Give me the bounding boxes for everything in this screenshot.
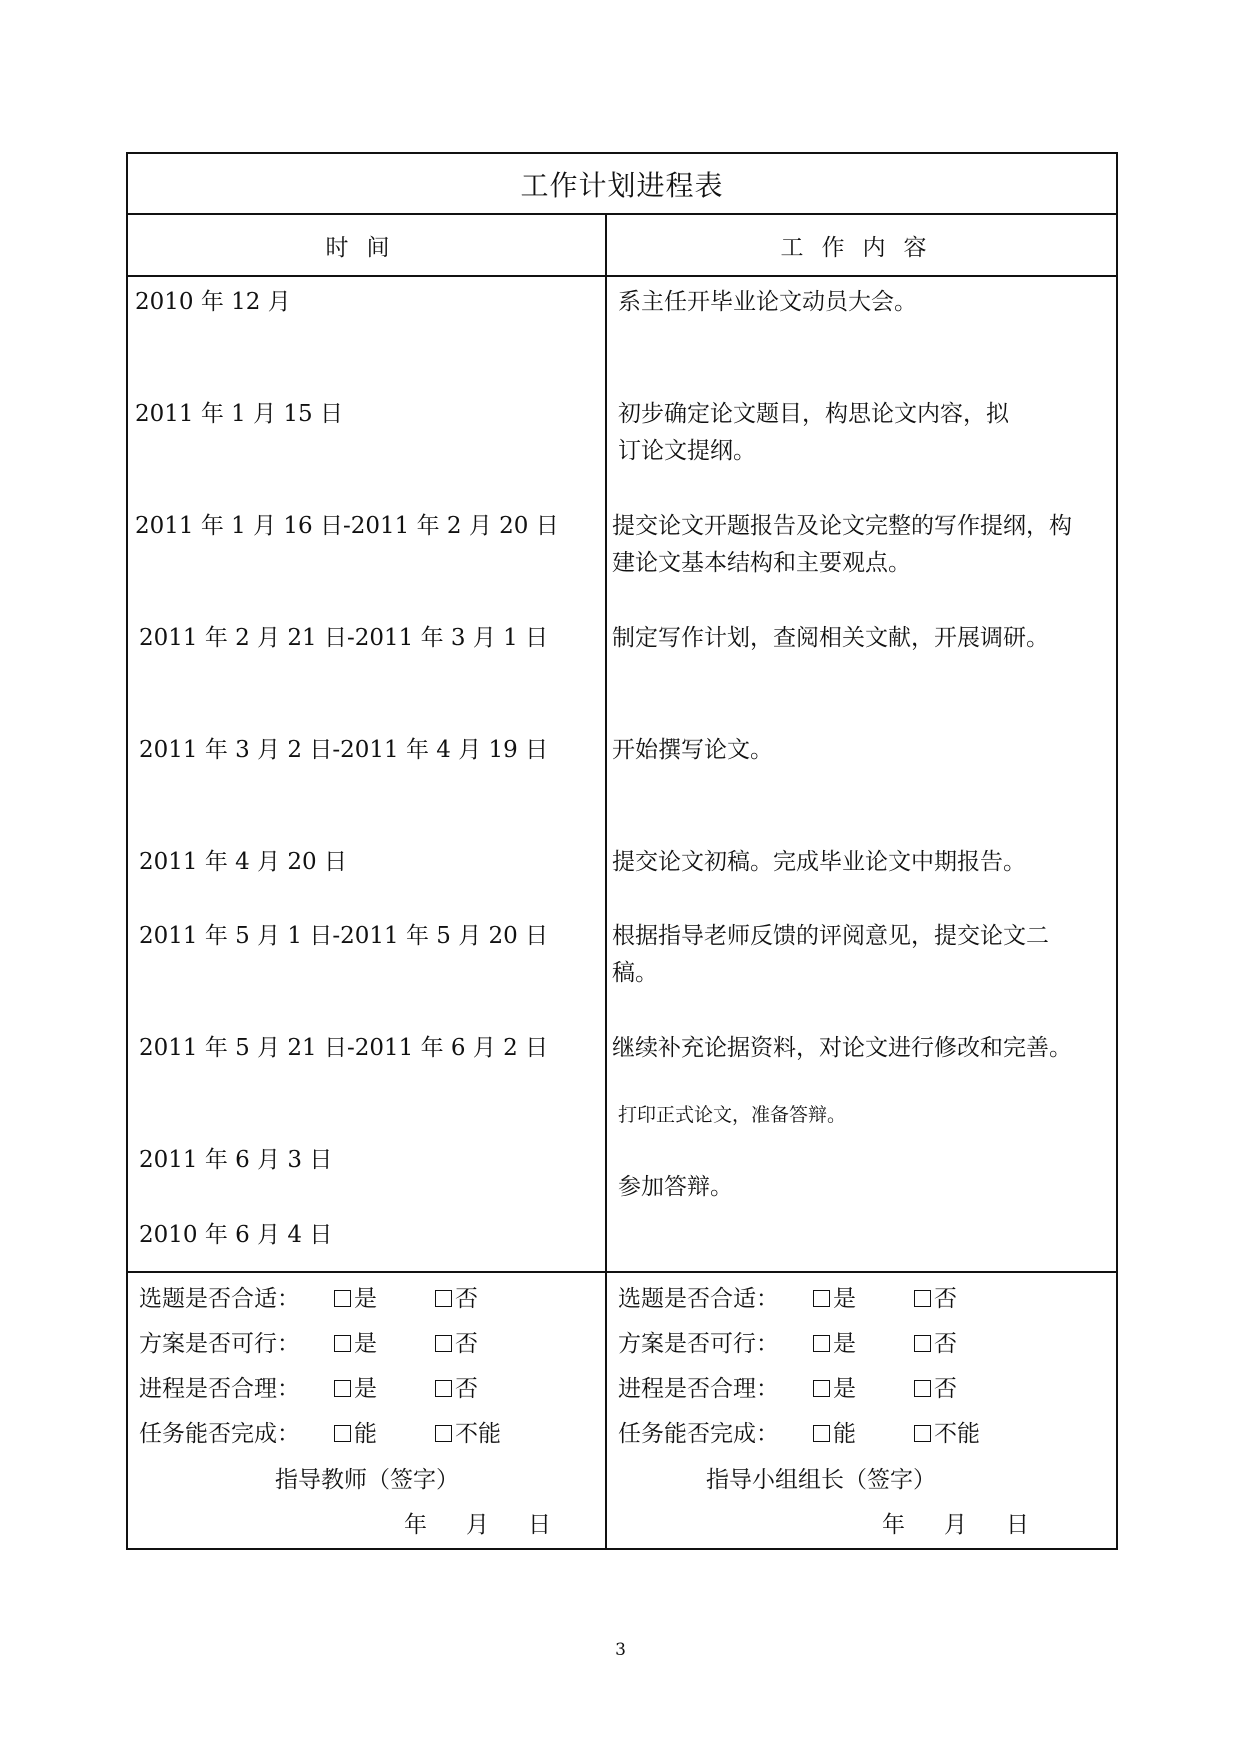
row-3-content: 提交论文开题报告及论文完整的写作提纲，构建论文基本结构和主要观点。: [612, 513, 1072, 576]
row-1-time: 2010 年 12 月: [135, 289, 291, 315]
left-date-year: 年: [404, 1512, 427, 1538]
question-label: 方案是否可行：: [139, 1331, 300, 1357]
checkbox-icon[interactable]: [435, 1380, 452, 1397]
checkbox-icon[interactable]: [813, 1425, 830, 1442]
question-label: 进程是否合理：: [139, 1376, 300, 1402]
cannot-option[interactable]: 不能: [914, 1419, 980, 1449]
right-question-plan: [618, 1329, 957, 1359]
row-8-content: 继续补充论据资料，对论文进行修改和完善。: [612, 1035, 1072, 1061]
right-question-task: [618, 1419, 980, 1449]
left-signer-label: 指导教师（签字）: [275, 1467, 459, 1493]
row-5-content: 开始撰写论文。: [612, 737, 773, 763]
checkbox-icon[interactable]: [813, 1290, 830, 1307]
yes-option[interactable]: 是: [813, 1284, 856, 1314]
checkbox-icon[interactable]: [914, 1425, 931, 1442]
right-signer-label: 指导小组组长（签字）: [706, 1467, 936, 1493]
checkbox-icon[interactable]: [334, 1290, 351, 1307]
question-label: 选题是否合适：: [139, 1286, 300, 1312]
left-question-progress: [139, 1374, 478, 1404]
page-number: 3: [615, 1640, 626, 1660]
checkbox-icon[interactable]: [334, 1425, 351, 1442]
checkbox-icon[interactable]: [914, 1290, 931, 1307]
row-5-time: 2011 年 3 月 2 日-2011 年 4 月 19 日: [139, 737, 549, 763]
left-question-topic: [139, 1284, 478, 1314]
row-7-time: 2011 年 5 月 1 日-2011 年 5 月 20 日: [139, 923, 549, 949]
row-1-content: 系主任开毕业论文动员大会。: [618, 289, 917, 315]
no-option[interactable]: 否: [914, 1284, 957, 1314]
no-option[interactable]: 否: [914, 1329, 957, 1359]
right-question-progress: [618, 1374, 957, 1404]
plan-table: [126, 152, 1118, 1550]
row-4-time: 2011 年 2 月 21 日-2011 年 3 月 1 日: [139, 625, 549, 651]
row-4-content: 制定写作计划，查阅相关文献，开展调研。: [612, 625, 1049, 651]
checkbox-icon[interactable]: [435, 1335, 452, 1352]
right-date-month: 月: [944, 1512, 967, 1538]
left-date-month: 月: [466, 1512, 489, 1538]
checkbox-icon[interactable]: [813, 1380, 830, 1397]
checkbox-icon[interactable]: [435, 1290, 452, 1307]
row-8-time: 2011 年 5 月 21 日-2011 年 6 月 2 日: [139, 1035, 549, 1061]
row-11-time: 2010 年 6 月 4 日: [139, 1222, 333, 1248]
yes-option[interactable]: 是: [334, 1284, 377, 1314]
question-label: 任务能否完成：: [618, 1421, 779, 1447]
checkbox-icon[interactable]: [914, 1335, 931, 1352]
no-option[interactable]: 否: [914, 1374, 957, 1404]
checkbox-icon[interactable]: [914, 1380, 931, 1397]
row-3-time: 2011 年 1 月 16 日-2011 年 2 月 20 日: [135, 513, 559, 539]
right-date-year: 年: [882, 1512, 905, 1538]
review-divider: [128, 1271, 1116, 1273]
row-9-content: 打印正式论文，准备答辩。: [618, 1104, 847, 1126]
no-option[interactable]: 否: [435, 1284, 478, 1314]
yes-option[interactable]: 是: [334, 1374, 377, 1404]
header-time: 时间: [325, 235, 408, 261]
column-divider: [605, 215, 607, 1550]
no-option[interactable]: 否: [435, 1329, 478, 1359]
row-2-time: 2011 年 1 月 15 日: [135, 401, 343, 427]
header-divider: [128, 275, 1116, 277]
checkbox-icon[interactable]: [813, 1335, 830, 1352]
row-6-content: 提交论文初稿。完成毕业论文中期报告。: [612, 849, 1026, 875]
question-label: 进程是否合理：: [618, 1376, 779, 1402]
row-10-content: 参加答辩。: [618, 1174, 733, 1200]
right-question-topic: [618, 1284, 957, 1314]
question-label: 选题是否合适：: [618, 1286, 779, 1312]
right-date-day: 日: [1006, 1512, 1029, 1538]
can-option[interactable]: 能: [813, 1419, 856, 1449]
can-option[interactable]: 能: [334, 1419, 377, 1449]
row-7-content: 根据指导老师反馈的评阅意见，提交论文二稿。: [612, 923, 1049, 986]
question-label: 方案是否可行：: [618, 1331, 779, 1357]
cannot-option[interactable]: 不能: [435, 1419, 501, 1449]
yes-option[interactable]: 是: [813, 1374, 856, 1404]
no-option[interactable]: 否: [435, 1374, 478, 1404]
table-title: 工作计划进程表: [128, 154, 1116, 215]
yes-option[interactable]: 是: [334, 1329, 377, 1359]
checkbox-icon[interactable]: [435, 1425, 452, 1442]
checkbox-icon[interactable]: [334, 1335, 351, 1352]
left-date-day: 日: [528, 1512, 551, 1538]
checkbox-icon[interactable]: [334, 1380, 351, 1397]
question-label: 任务能否完成：: [139, 1421, 300, 1447]
left-question-plan: [139, 1329, 478, 1359]
row-10-time: 2011 年 6 月 3 日: [139, 1147, 333, 1173]
left-question-task: [139, 1419, 501, 1449]
header-content: 工作内容: [780, 235, 945, 261]
row-6-time: 2011 年 4 月 20 日: [139, 849, 347, 875]
yes-option[interactable]: 是: [813, 1329, 856, 1359]
row-2-content: 初步确定论文题目，构思论文内容，拟订论文提纲。: [618, 401, 1009, 464]
